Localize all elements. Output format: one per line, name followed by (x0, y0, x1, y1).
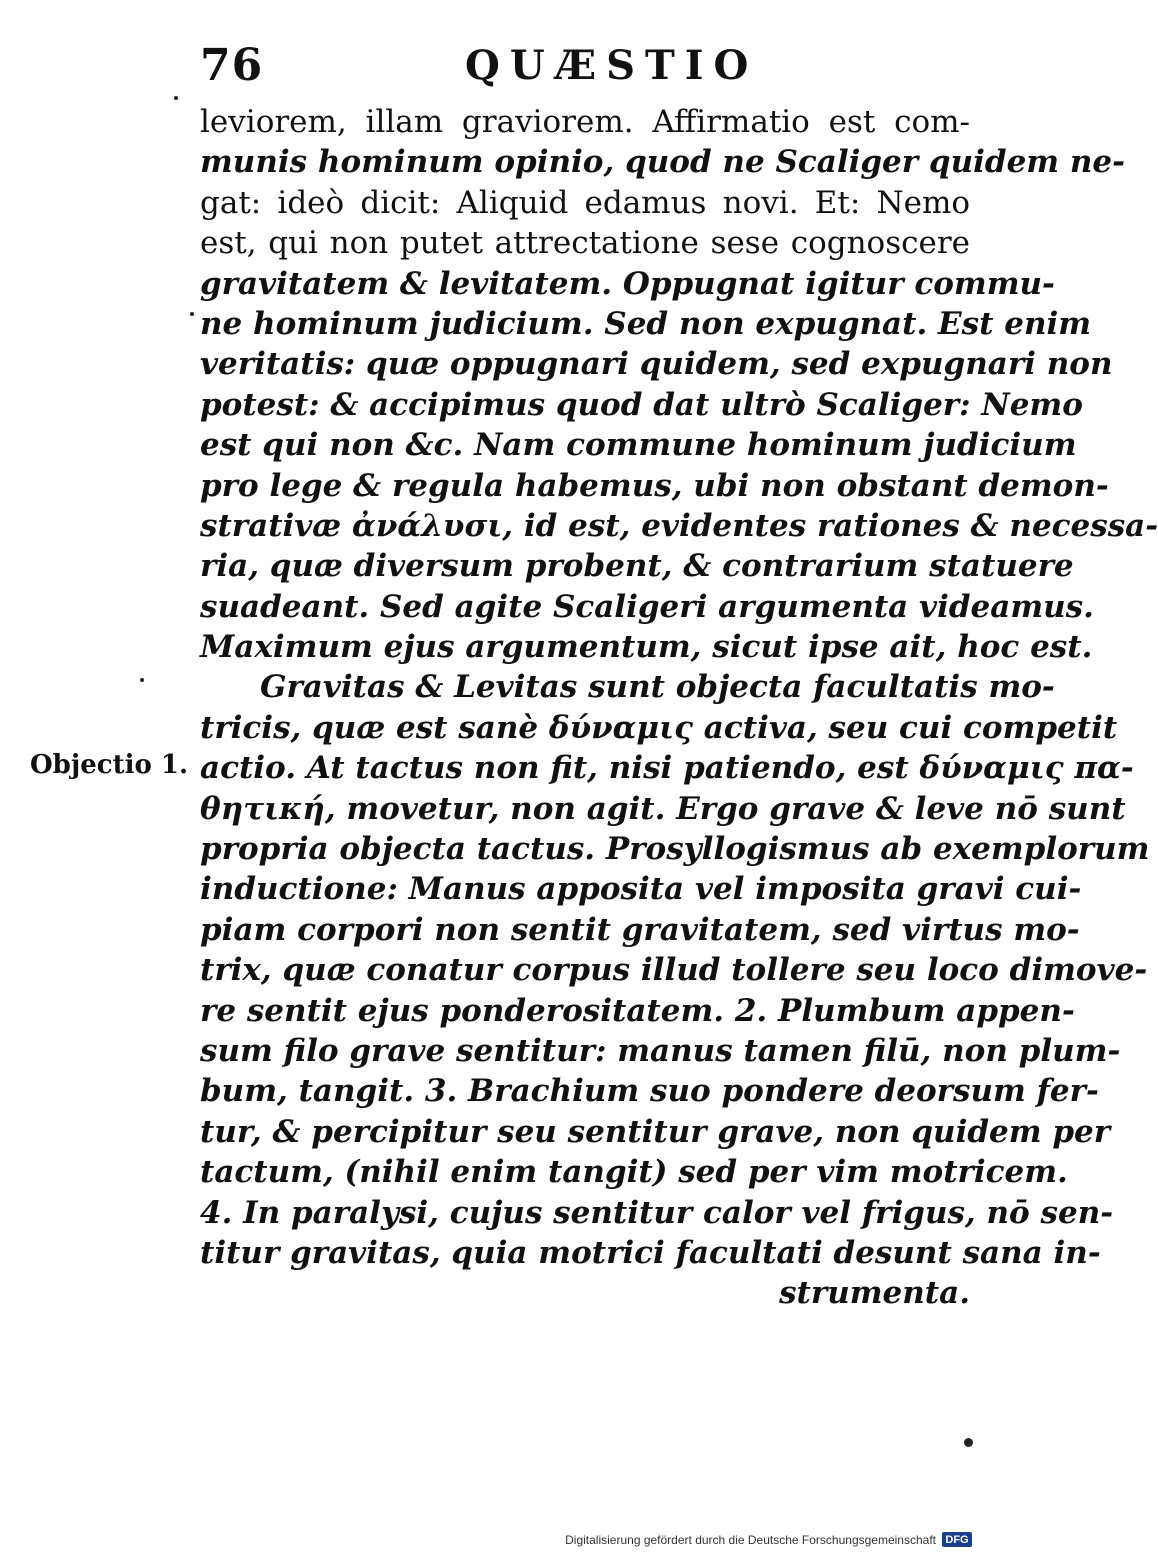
scan-speck (964, 1438, 973, 1447)
text-line: ne hominum judicium. Sed non expugnat. Est enim (200, 305, 1092, 342)
text-line: actio. At tactus non fit, nisi patiendo, est δύναμις πα- (200, 750, 1134, 787)
text-line: est, qui non putet attrectatione sese cognoscere (200, 225, 970, 262)
text-line: titur gravitas, quia motrici facultati desunt sana in- (200, 1234, 1101, 1271)
text-line: potest: & accipimus quod dat ultrò Scaliger: Nemo (200, 386, 1083, 423)
text-line: tricis, quæ est sanè δύναμις activa, seu cui competit (200, 709, 1118, 746)
text-line: inductione: Manus apposita vel imposita gravi cui- (200, 871, 1082, 908)
text-line: propria objecta tactus. Prosyllogismus ab exemplorum (200, 831, 1150, 868)
text-line: gravitatem & levitatem. Oppugnat igitur commu- (200, 265, 1055, 302)
margin-note: Objectio 1. (30, 750, 189, 780)
text-line: sum filo grave sentitur: manus tamen filū, non plum- (200, 1032, 1121, 1069)
text-line: tur, & percipitur seu sentitur grave, non quidem per (200, 1113, 1111, 1150)
text-line: Gravitas & Levitas sunt objecta facultatis mo- (260, 669, 1055, 706)
text-line: suadeant. Sed agite Scaligeri argumenta videamus. (200, 588, 1094, 625)
text-line: est qui non &c. Nam commune hominum judicium (200, 427, 1077, 464)
digitization-credit: Digitalisierung gefördert durch die Deutsche Forschungsgemeinschaft (565, 1532, 936, 1547)
text-line: bum, tangit. 3. Brachium suo pondere deorsum fer- (200, 1073, 1099, 1110)
text-line: strumenta. (779, 1275, 970, 1312)
scan-speck (190, 312, 194, 316)
text-line: piam corpori non sentit gravitatem, sed virtus mo- (200, 911, 1080, 948)
scan-speck (174, 96, 178, 100)
page-footer (565, 1532, 972, 1547)
dfg-logo-icon: DFG (942, 1532, 972, 1547)
page-number: 76 (200, 40, 264, 91)
text-line: leviorem, illam graviorem. Affirmatio est com- (200, 104, 970, 140)
body-text (200, 102, 1158, 1314)
text-line: tactum, (nihil enim tangit) sed per vim motricem. (200, 1154, 1068, 1191)
text-line: 4. In paralysi, cujus sentitur calor vel frigus, nō sen- (200, 1194, 1114, 1231)
running-head: QUÆSTIO (465, 42, 759, 89)
text-line: munis hominum opinio, quod ne Scaliger quidem ne- (200, 144, 1126, 181)
text-line: veritatis: quæ oppugnari quidem, sed expugnari non (200, 346, 1113, 383)
text-line: strativæ ἀνάλυσι, id est, evidentes rationes & necessa- (200, 507, 1158, 544)
text-line: Maximum ejus argumentum, sicut ipse ait, hoc est. (200, 629, 1093, 666)
text-line: gat: ideò dicit: Aliquid edamus novi. Et: Nemo (200, 184, 970, 221)
text-line: trix, quæ conatur corpus illud tollere seu loco dimove- (200, 952, 1148, 989)
text-line: ria, quæ diversum probent, & contrarium statuere (200, 548, 1074, 585)
page-header (200, 40, 960, 100)
scan-speck (140, 678, 144, 682)
text-line: θητική, movetur, non agit. Ergo grave & leve nō sunt (200, 790, 1126, 827)
text-line: re sentit ejus ponderositatem. 2. Plumbum appen- (200, 992, 1075, 1029)
text-line: pro lege & regula habemus, ubi non obstant demon- (200, 467, 1109, 504)
